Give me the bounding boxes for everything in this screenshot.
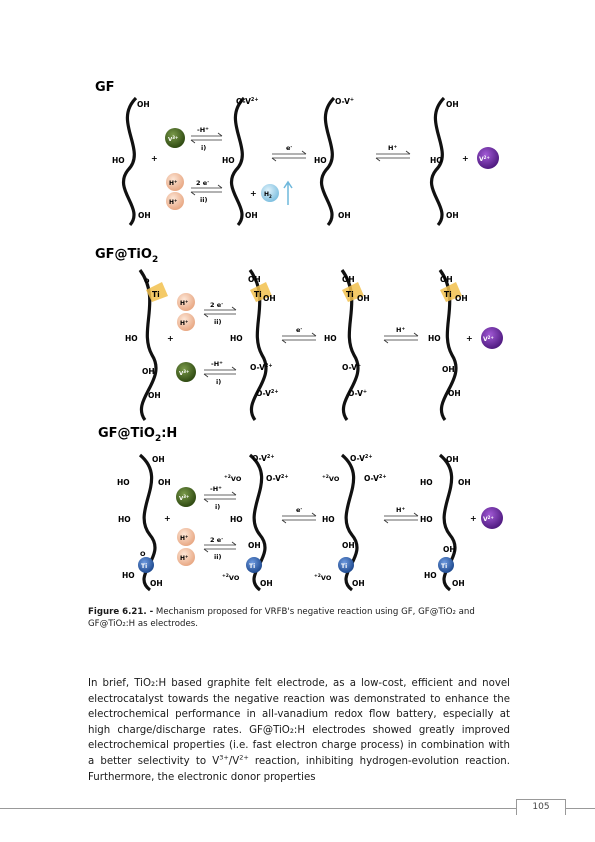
svg-text:H2: $H_2$ bbox=[264, 191, 272, 199]
svg-text:H+: H+ bbox=[396, 506, 406, 514]
svg-text:Ti: Ti bbox=[249, 563, 256, 570]
svg-text:Ti: Ti bbox=[254, 290, 262, 299]
panel-gf-tio2-h bbox=[117, 454, 503, 590]
svg-text:O-V+: O-V+ bbox=[335, 97, 355, 106]
panel-gf-tio2 bbox=[125, 270, 503, 420]
caption-text: Mechanism proposed for VRFB's negative reaction using GF, GF@TiO₂ and GF@TiO₂:H as electrodes. bbox=[88, 607, 475, 629]
svg-text:HO: HO bbox=[428, 334, 441, 343]
svg-text:OH: OH bbox=[352, 579, 365, 588]
svg-text:i): i) bbox=[216, 378, 222, 386]
svg-text:O-V2+: $O-V^{2+}$ bbox=[364, 474, 387, 483]
svg-text:O-V2+: $O-V^{2+}$ bbox=[236, 97, 259, 106]
svg-text:HO: HO bbox=[420, 515, 433, 524]
svg-text:HO: HO bbox=[222, 156, 235, 165]
svg-text:OH: OH bbox=[357, 294, 370, 303]
svg-text:HO: HO bbox=[424, 571, 437, 580]
panel-title-gf: GF bbox=[95, 80, 115, 95]
svg-text:OH: OH bbox=[458, 478, 471, 487]
svg-text:O-V2+: $O-V^{2+}$ bbox=[250, 363, 273, 372]
svg-text:O-V2+: $O-V^{2+}$ bbox=[252, 454, 275, 463]
svg-text:+2VO: $^{+2}$VO bbox=[314, 574, 332, 582]
panel-gf bbox=[112, 97, 499, 225]
svg-text:HO: HO bbox=[314, 156, 327, 165]
svg-text:OH: OH bbox=[138, 211, 151, 220]
svg-text:OH: OH bbox=[342, 275, 355, 284]
svg-text:V2+: $V^{2+}$ bbox=[479, 155, 490, 163]
svg-text:V3+: $V^{3+}$ bbox=[168, 135, 179, 143]
svg-text:HO: HO bbox=[322, 515, 335, 524]
svg-text:OH: OH bbox=[452, 579, 465, 588]
svg-text:+2VO: $^{+2}$VO bbox=[322, 475, 340, 483]
svg-text:OH: OH bbox=[248, 541, 261, 550]
svg-text:Ti: Ti bbox=[341, 563, 348, 570]
svg-text:HO: HO bbox=[420, 478, 433, 487]
figure-caption bbox=[88, 606, 514, 630]
svg-text:OH: OH bbox=[440, 275, 453, 284]
svg-text:OH: OH bbox=[142, 367, 155, 376]
svg-text:-H+: -H+ bbox=[210, 485, 222, 493]
svg-text:Ti: Ti bbox=[441, 563, 448, 570]
svg-text:OH: OH bbox=[263, 294, 276, 303]
svg-text:+: + bbox=[462, 154, 469, 163]
svg-text:e-: e- bbox=[296, 326, 303, 334]
svg-text:H+: H+ bbox=[180, 299, 189, 307]
body-paragraph: In brief, TiO₂:H based graphite felt electrode, as a low-cost, efficient and novel electrocatalyst towards the negative reaction was demonstrated to enhance the electrochemical performance in all-vanadium redox flow battery, especially at high charge/discharge rates. GF@TiO₂:H electrodes showed greatly improved electrochemical properties (i.e. fast electron charge process) in combination with a better selectivity to $V^{3+}/V^{2+}$ reaction, inhibiting hydrogen-evolution reaction. Furthermore, the electronic donor properties bbox=[88, 678, 510, 783]
svg-text:+: + bbox=[164, 514, 171, 523]
svg-text:OH: OH bbox=[342, 541, 355, 550]
svg-text:OH: OH bbox=[137, 100, 150, 109]
svg-text:ii): ii) bbox=[214, 318, 222, 326]
svg-text:2 e-: 2 e- bbox=[210, 301, 224, 309]
svg-text:O-V2+: $O-V^{2+}$ bbox=[350, 454, 373, 463]
svg-text:+2VO: $^{+2}$VO bbox=[222, 574, 240, 582]
svg-text:OH: OH bbox=[446, 100, 459, 109]
svg-text:H+: H+ bbox=[180, 554, 189, 562]
svg-text:OH: OH bbox=[338, 211, 351, 220]
svg-text:+: + bbox=[466, 334, 473, 343]
svg-text:V3+: $V^{3+}$ bbox=[179, 494, 190, 502]
svg-text:H+: H+ bbox=[180, 319, 189, 327]
footer-rule bbox=[0, 808, 595, 809]
svg-text:HO: HO bbox=[430, 156, 443, 165]
svg-text:HO: HO bbox=[230, 334, 243, 343]
svg-text:+: + bbox=[470, 514, 477, 523]
svg-text:HO: HO bbox=[324, 334, 337, 343]
svg-text:OH: OH bbox=[455, 294, 468, 303]
svg-text:H+: H+ bbox=[180, 534, 189, 542]
svg-text:2 e-: 2 e- bbox=[196, 179, 210, 187]
svg-text:OH: OH bbox=[446, 211, 459, 220]
svg-text:OH: OH bbox=[446, 455, 459, 464]
svg-text:OH: OH bbox=[442, 365, 455, 374]
svg-text:OH: OH bbox=[260, 579, 273, 588]
svg-text:HO: HO bbox=[125, 334, 138, 343]
svg-text:ii): ii) bbox=[214, 553, 222, 561]
svg-text:HO: HO bbox=[230, 515, 243, 524]
svg-text:+: + bbox=[250, 189, 257, 198]
svg-text:O-V2+: $O-V^{2+}$ bbox=[266, 474, 289, 483]
panel-title-gf-tio2-h: GF@TiO$_2$:H bbox=[98, 426, 178, 444]
svg-text:OH: OH bbox=[245, 211, 258, 220]
svg-text:ii): ii) bbox=[200, 196, 208, 204]
svg-text:O-V2+: $O-V^{2+}$ bbox=[256, 389, 279, 398]
svg-text:O-V+: O-V+ bbox=[342, 363, 362, 372]
panel-title-gf-tio2: GF@TiO$_2$ bbox=[95, 247, 159, 265]
svg-text:OH: OH bbox=[248, 275, 261, 284]
svg-text:e-: e- bbox=[286, 144, 293, 152]
svg-text:V3+: $V^{3+}$ bbox=[179, 369, 190, 377]
svg-text:HO: HO bbox=[122, 571, 135, 580]
fiber-1 bbox=[124, 98, 136, 225]
svg-text:OH: OH bbox=[152, 455, 165, 464]
svg-text:-H+: -H+ bbox=[197, 126, 209, 134]
svg-text:+: + bbox=[151, 154, 158, 163]
svg-text:+: + bbox=[167, 334, 174, 343]
page-number: 105 bbox=[516, 799, 566, 815]
svg-text:OH: OH bbox=[443, 545, 456, 554]
svg-text:O-V+: O-V+ bbox=[348, 389, 368, 398]
svg-text:H+: H+ bbox=[169, 198, 178, 206]
caption-label: Figure 6.21. - bbox=[88, 607, 154, 617]
svg-text:HO: HO bbox=[117, 478, 130, 487]
svg-text:Ti: Ti bbox=[141, 563, 148, 570]
svg-text:OH: OH bbox=[148, 391, 161, 400]
svg-text:Ti: Ti bbox=[444, 290, 452, 299]
svg-text:O: O bbox=[140, 550, 146, 558]
svg-text:OH: OH bbox=[448, 389, 461, 398]
svg-text:HO: HO bbox=[118, 515, 131, 524]
svg-text:Ti: Ti bbox=[346, 290, 354, 299]
svg-text:H+: H+ bbox=[388, 144, 398, 152]
svg-text:i): i) bbox=[201, 144, 207, 152]
svg-text:2 e-: 2 e- bbox=[210, 536, 224, 544]
svg-text:Ti: Ti bbox=[152, 290, 160, 299]
svg-text:+2VO: $^{+2}$VO bbox=[224, 475, 242, 483]
svg-text:OH: OH bbox=[158, 478, 171, 487]
svg-text:V2+: $V^{2+}$ bbox=[483, 515, 494, 523]
svg-text:V2+: $V^{2+}$ bbox=[483, 335, 494, 343]
svg-text:O: O bbox=[144, 277, 150, 285]
svg-text:i): i) bbox=[215, 503, 221, 511]
svg-text:H+: H+ bbox=[396, 326, 406, 334]
svg-text:OH: OH bbox=[150, 579, 163, 588]
svg-text:e-: e- bbox=[296, 506, 303, 514]
svg-text:-H+: -H+ bbox=[211, 360, 223, 368]
svg-text:H+: H+ bbox=[169, 179, 178, 187]
svg-text:HO: HO bbox=[112, 156, 125, 165]
